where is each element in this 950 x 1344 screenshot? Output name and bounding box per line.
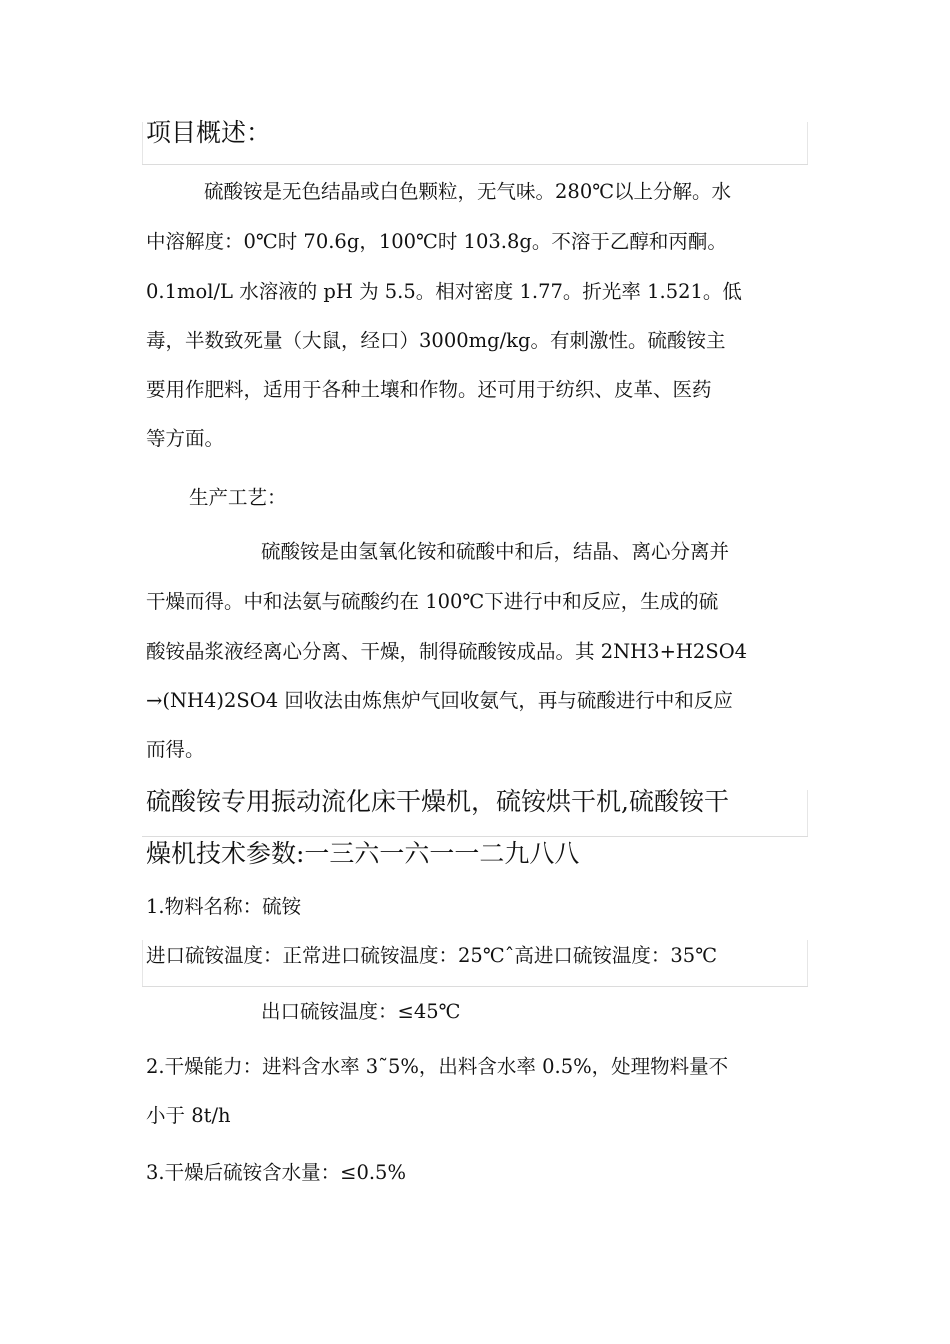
params-heading-line-1: 硫酸铵专用振动流化床干燥机，硫铵烘干机,硫酸铵干 xyxy=(146,787,729,816)
heading-frame-right xyxy=(807,122,808,164)
paragraph-line: 中溶解度：0℃时 70.6g，100℃时 103.8g。不溶于乙醇和丙酮。 xyxy=(146,230,727,253)
param-drying-capacity-cont: 小于 8t/h xyxy=(146,1104,231,1127)
box-frame-left xyxy=(142,940,143,986)
paragraph-line: 0.1mol/L 水溶液的 pH 为 5.5。相对密度 1.77。折光率 1.521。低 xyxy=(146,280,742,303)
params-heading-line-2: 燥机技术参数:一三六一六一一二九八八 xyxy=(146,839,580,868)
paragraph-line: 干燥而得。中和法氨与硫酸约在 100℃下进行中和反应，生成的硫 xyxy=(146,590,719,613)
paragraph-line: 而得。 xyxy=(146,738,205,761)
box-underline xyxy=(142,986,808,987)
paragraph-line: 硫酸铵是无色结晶或白色颗粒，无气味。280℃以上分解。水 xyxy=(204,180,732,203)
paragraph-line: 硫酸铵是由氢氧化铵和硫酸中和后，结晶、离心分离并 xyxy=(261,540,730,563)
param-moisture-after-drying: 3.干燥后硫铵含水量：≤0.5% xyxy=(146,1161,406,1184)
heading-frame-left xyxy=(142,122,143,164)
box-frame-right xyxy=(807,940,808,986)
param-inlet-temperature: 进口硫铵温度：正常进口硫铵温度：25℃ˆ高进口硫铵温度：35℃ xyxy=(146,944,718,967)
param-outlet-temperature: 出口硫铵温度：≤45℃ xyxy=(261,1000,461,1023)
process-label: 生产工艺： xyxy=(189,486,287,509)
paragraph-line: →(NH4)2SO4 回收法由炼焦炉气回收氨气，再与硫酸进行中和反应 xyxy=(146,689,733,712)
paragraph-line: 要用作肥料，适用于各种土壤和作物。还可用于纺织、皮革、医药 xyxy=(146,378,712,401)
param-material-name: 1.物料名称：硫铵 xyxy=(146,895,302,918)
paragraph-line: 酸铵晶浆液经离心分离、干燥，制得硫酸铵成品。其 2NH3+H2SO4 xyxy=(146,640,748,663)
param-drying-capacity: 2.干燥能力：进料含水率 3˜5%，出料含水率 0.5%，处理物料量不 xyxy=(146,1055,729,1078)
heading-frame-right xyxy=(807,790,808,836)
paragraph-line: 等方面。 xyxy=(146,427,225,450)
paragraph-line: 毒，半数致死量（大鼠，经口）3000mg/kg。有刺激性。硫酸铵主 xyxy=(146,329,726,352)
overview-heading: 项目概述： xyxy=(146,118,272,147)
heading-underline xyxy=(142,164,808,165)
